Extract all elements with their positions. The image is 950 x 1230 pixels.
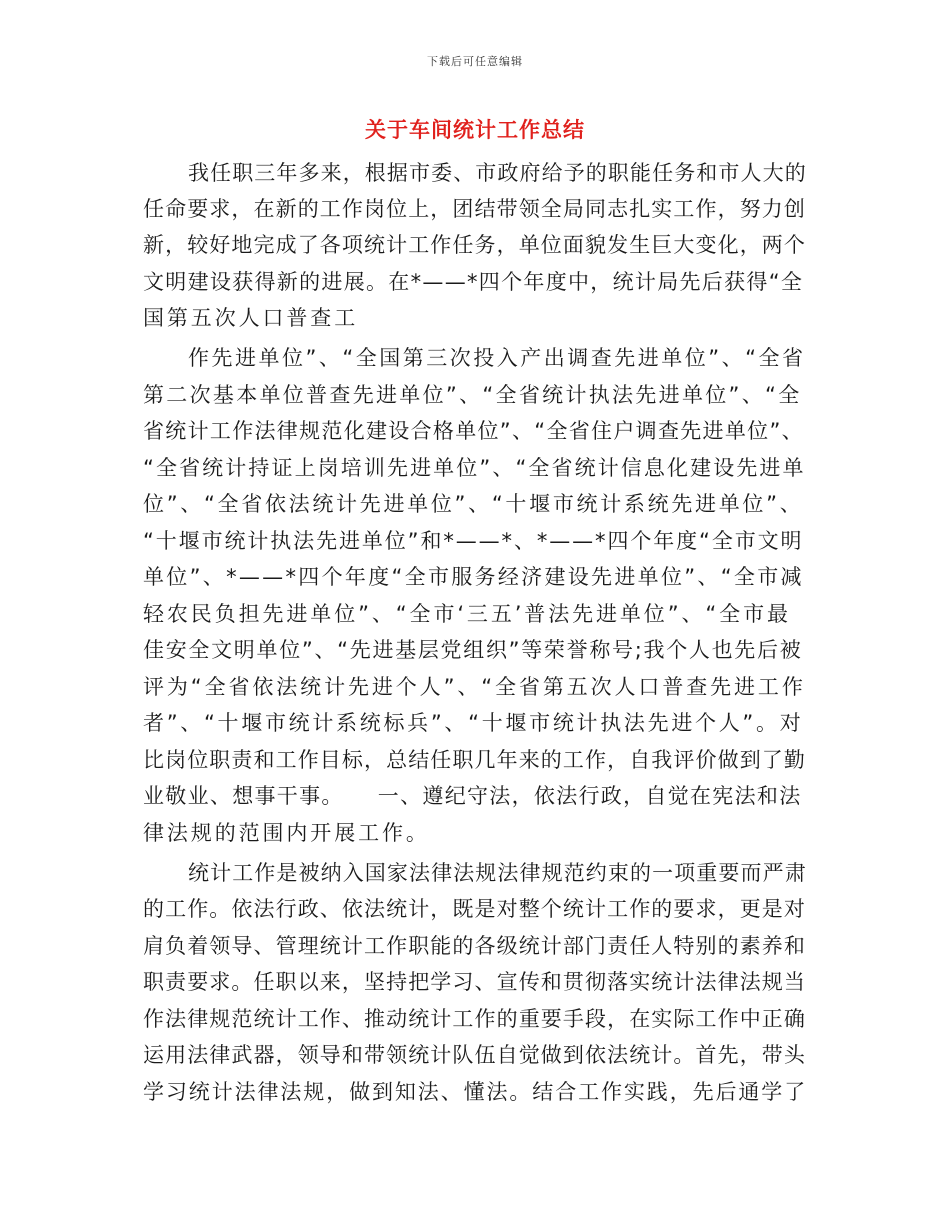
body-line: 国第五次人口普查工 [143, 306, 359, 330]
body-line: 单位”、*——*四个年度“全市服务经济建设先进单位”、“全市减 [143, 565, 804, 589]
body-line: 业敬业、想事干事。 一、遵纪守法，依法行政，自觉在宪法和法 [143, 784, 802, 808]
body-line: 我任职三年多来，根据市委、市政府给予的职能任务和市人大的 [188, 161, 807, 185]
body-line: 肩负着领导、管理统计工作职能的各级统计部门责任人特别的素养和 [143, 934, 806, 958]
body-line: “十堰市统计执法先进单位”和*——*、*——*四个年度“全市文明 [143, 529, 804, 553]
body-line: 第二次基本单位普查先进单位”、“全省统计执法先进单位”、“全 [143, 383, 802, 407]
document-title: 关于车间统计工作总结 [365, 118, 585, 142]
body-line: 者”、“十堰市统计系统标兵”、“十堰市统计执法先进个人”。对 [143, 711, 804, 735]
body-line: 新，较好地完成了各项统计工作任务，单位面貌发生巨大变化，两个 [143, 233, 806, 257]
body-line: 比岗位职责和工作目标，总结任职几年来的工作，自我评价做到了勤 [143, 748, 806, 772]
body-line: “全省统计持证上岗培训先进单位”、“全省统计信息化建设先进单 [143, 456, 806, 480]
body-line: 的工作。依法行政、依法统计，既是对整个统计工作的要求，更是对 [143, 897, 806, 921]
body-line: 任命要求，在新的工作岗位上，团结带领全局同志扎实工作，努力创 [143, 197, 806, 221]
body-line: 省统计工作法律规范化建设合格单位”、“全省住户调查先进单位”、 [143, 419, 804, 443]
body-line: 作先进单位”、“全国第三次投入产出调查先进单位”、“全省 [188, 346, 806, 370]
body-line: 位”、“全省依法统计先进单位”、“十堰市统计系统先进单位”、 [143, 492, 804, 516]
body-line: 作法律规范统计工作、推动统计工作的重要手段，在实际工作中正确 [143, 1007, 806, 1031]
body-line: 佳安全文明单位”、“先进基层党组织”等荣誉称号;我个人也先后被 [143, 638, 803, 662]
body-line: 文明建设获得新的进展。在*——*四个年度中，统计局先后获得“全 [143, 270, 804, 294]
body-line: 轻农民负担先进单位”、“全市‘三五’普法先进单位”、“全市最 [143, 602, 791, 626]
body-line: 学习统计法律法规，做到知法、懂法。结合工作实践，先后通学了 [143, 1080, 808, 1104]
header-note: 下载后可任意编辑 [427, 55, 523, 68]
body-line: 律法规的范围内开展工作。 [143, 821, 430, 845]
body-line: 统计工作是被纳入国家法律法规法律规范约束的一项重要而严肃 [188, 861, 807, 885]
body-line: 职责要求。任职以来，坚持把学习、宣传和贯彻落实统计法律法规当 [143, 970, 806, 994]
body-line: 评为“全省依法统计先进个人”、“全省第五次人口普查先进工作 [143, 675, 806, 699]
body-line: 运用法律武器，领导和带领统计队伍自觉做到依法统计。首先，带头 [143, 1043, 806, 1067]
